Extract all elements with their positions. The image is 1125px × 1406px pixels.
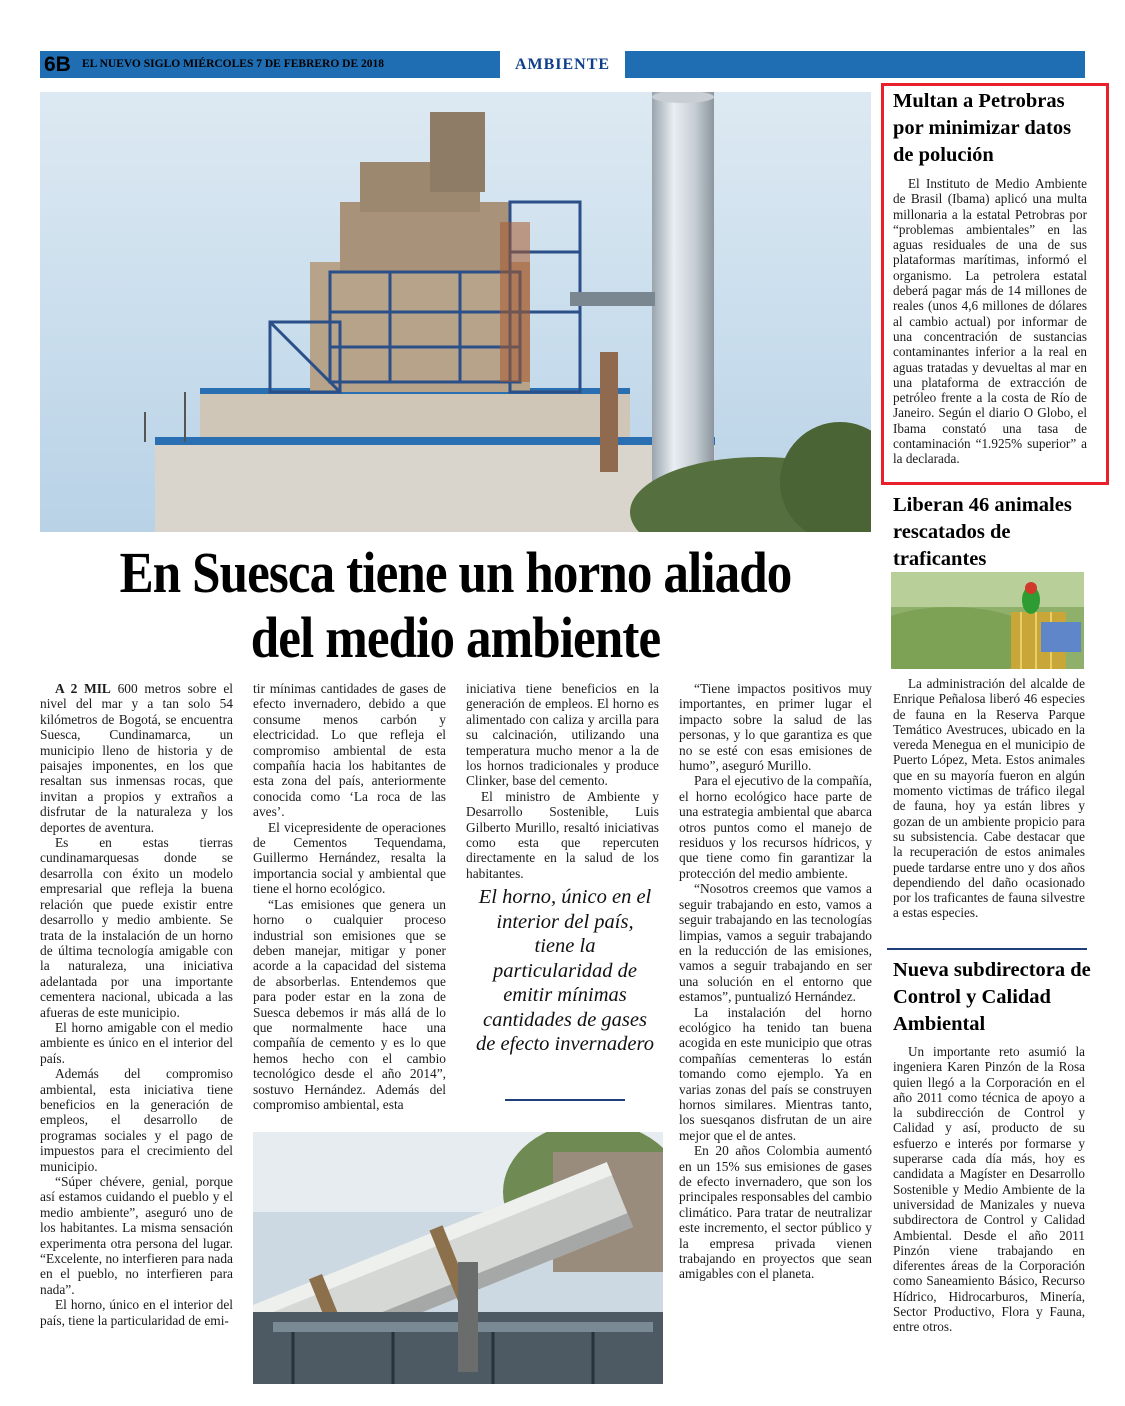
lead-in: A 2 MIL — [55, 681, 111, 696]
publication-dateline: EL NUEVO SIGLO MIÉRCOLES 7 DE FEBRERO DE 2018 — [82, 58, 385, 70]
article-paragraph: “Tiene impactos positivos muy importantes, en primer lugar el impacto sobre la salud de las personas, y lo que garantiza es que no se esté con esas emisiones de humo”, aseguró Murillo. — [679, 681, 872, 774]
article-column-2 — [253, 681, 446, 1121]
sidebar-headline-animals: Liberan 46 animales rescatados de traficantes — [893, 494, 1072, 570]
article-paragraph: “Nosotros creemos que vamos a seguir trabajando en esto, vamos a seguir trabajando en las tecnologías limpias, vamos a seguir trabajando en la reducción de las emisiones, vamos a seguir trabajando en ser una solución en el entorno que estamos”, puntualizó Hernández. — [679, 881, 872, 1005]
parrot-photo — [891, 572, 1084, 669]
sidebar-headline-subdirectora: Nueva subdirectora de Control y Calidad Ambiental — [893, 959, 1091, 1035]
section-label: AMBIENTE — [500, 51, 625, 78]
sidebar-divider — [887, 948, 1087, 950]
article-paragraph: Además del compromiso ambiental, esta iniciativa tiene beneficios en la generación de empleos, el desarrollo de programas sociales y el pago de impuestos para el crecimiento del municipio. — [40, 1066, 233, 1174]
pull-quote-divider — [505, 1099, 625, 1101]
sidebar-paragraph: La administración del alcalde de Enrique Peñalosa liberó 46 especies de fauna en la Reserva Parque Temático Avestruces, ubicado en la vereda Menegua en el municipio de Puerto López, Meta. Estos animales que en su mayoría fueron en algún momento victimas de tráfico ilegal de fauna, hoy ya están libres y gozan de un ambiente propicio para su subsistencia. Cabe destacar que la recuperación de estos animales puede tardarse entre uno y dos años dependiendo del daño ocasionado por los traficantes de fauna silvestre a estas especies. — [893, 676, 1085, 921]
article-paragraph: “Súper chévere, genial, porque así estamos cuidando el pueblo y el medio ambiente”, aseguró uno de los habitantes. La misma sensación experimenta otra persona del lugar. “Excelente, no interfieren para nada en el pueblo, no interfieren para nada”. — [40, 1174, 233, 1297]
headline-line-2: del medio ambiente — [250, 605, 661, 670]
article-paragraph: A 2 MIL 600 metros sobre el nivel del mar y a tan solo 54 kilómetros de Bogotá, se encuentra Suesca, Cundinamarca, un municipio lleno de historia y de paisajes imponentes, en los que resaltan sus inmensas rocas, que invitan a propios y extraños a disfrutar de la naturaleza y los deportes de aventura. — [40, 681, 233, 835]
sidebar-text-petrobras — [893, 176, 1087, 467]
article-paragraph: Para el ejecutivo de la compañía, el horno ecológico hace parte de una estrategia ambiental que abarca otros puntos como el manejo de residuos y los recursos hídricos, y que tiene como fin garantizar la protección del medio ambiente. — [679, 773, 872, 881]
article-paragraph: El horno, único en el interior del país, tiene la particularidad de emi- — [40, 1297, 233, 1328]
article-column-3 — [466, 681, 659, 881]
rotary-kiln-photo — [253, 1132, 663, 1384]
article-paragraph: tir mínimas cantidades de gases de efecto invernadero, debido a que consume menos carbón y electricidad. Lo que refleja el compromiso ambiental de esta compañía hacia los habitantes de esta zona del país, anteriormente conocida como ‘La roca de las aves’. — [253, 681, 446, 820]
sidebar-paragraph: Un importante reto asumió la ingeniera Karen Pinzón de la Rosa quien llegó a la Corporación en el año 2011 como técnica de apoyo a la subdirección de Control y Calidad y así, producto de su esfuerzo e interés por formarse y superarse cada día más, hoy es candidata a Magíster en Desarrollo Sostenible y Medio Ambiente de la universidad de Manizales y nueva subdirectora de Control y Calidad Ambiental. Desde el año 2011 Pinzón viene trabajando en diferentes áreas de la Corporación como Saneamiento Básico, Recurso Hídrico, Hidrocarburos, Minería, Sector Productivo, Flora y Fauna, entre otros. — [893, 1044, 1085, 1335]
article-column-4 — [679, 681, 872, 1381]
pull-quote: El horno, único en el interior del país, tiene la particularidad de emitir mínimas cantidades de gases de efecto invernadero — [476, 886, 654, 1055]
headline-line-1: En Suesca tiene un horno aliado — [119, 540, 792, 605]
article-paragraph: El horno amigable con el medio ambiente es único en el interior del país. — [40, 1019, 233, 1066]
sidebar-text-subdirectora — [893, 1044, 1085, 1335]
article-paragraph: “Las emisiones que genera un horno o cualquier proceso industrial son emisiones que se deben manejar, mitigar y poner acorde a la capacidad del sistema de absorberlas. Entendemos que para poder estar en la zona de Suesca debemos ir más allá de lo que normalmente hace una compañía de cemento y es lo que hemos hecho con el cambio tecnológico desde el año 2014”, sostuvo Hernández. Además del compromiso ambiental, esta — [253, 896, 446, 1112]
sidebar-paragraph: El Instituto de Medio Ambiente de Brasil (Ibama) aplicó una multa millonaria a la estatal Petrobras por “problemas ambientales” en las aguas residuales de una de sus plataformas marítimas, informó el organismo. La petrolera estatal deberá pagar más de 14 millones de reales (unos 4,6 millones de dólares al cambio actual) por informar de una concentración de sustancias contaminantes inferior a la real en aguas tratadas y devueltas al mar en una plataforma de extracción de petróleo frente a la costa de Río de Janeiro. Según el diario O Globo, el Ibama constató una tasa de contaminación “1.925% superior” a la declarada. — [893, 176, 1087, 467]
article-column-1 — [40, 681, 233, 1381]
article-paragraph: La instalación del horno ecológico ha tenido tan buena acogida en este municipio que otras compañías cementeras lo están tomando como ejemplo. Ya en varias zonas del país se construyen hornos similares. Mientras tanto, los suesqanos disfrutan de un aire mejor que el de antes. — [679, 1004, 872, 1143]
sidebar-text-animals — [893, 676, 1085, 921]
sidebar-headline-petrobras: Multan a Petrobras por minimizar datos de polución — [893, 90, 1072, 166]
main-headline — [90, 540, 821, 670]
article-paragraph: En 20 años Colombia aumentó en un 15% sus emisiones de gases de efecto invernadero, que son los principales responsables del cambio climático. Para tratar de neutralizar este incremento, el sector público y la empresa privada vienen trabajando en proyectos que sean amigables con el planeta. — [679, 1143, 872, 1282]
page-number: 6B — [44, 53, 71, 76]
article-paragraph: El vicepresidente de operaciones de Cementos Tequendama, Guillermo Hernández, resalta la importancia social y ambiental que tiene el horno ecológico. — [253, 819, 446, 897]
article-paragraph: iniciativa tiene beneficios en la generación de empleos. El horno es alimentado con caliza y arcilla para su calcinación, utilizando una temperatura mucho menor a la de los hornos tradicionales y produce Clinker, base del cemento. — [466, 681, 659, 789]
article-paragraph: El ministro de Ambiente y Desarrollo Sostenible, Luis Gilberto Murillo, resaltó iniciativas como esta que repercuten directamente en la salud de los habitantes. — [466, 788, 659, 881]
article-paragraph: Es en estas tierras cundinamarquesas donde se desarrolla con éxito un modelo empresarial que refleja la buena relación que puede existir entre desarrollo y medio ambiente. Se trata de la instalación de un horno de última tecnología amigable con la naturaleza, una iniciativa adelantada por una importante cementera nacional, ubicada a las afueras de este municipio. — [40, 835, 233, 1020]
cement-plant-photo — [40, 92, 871, 532]
